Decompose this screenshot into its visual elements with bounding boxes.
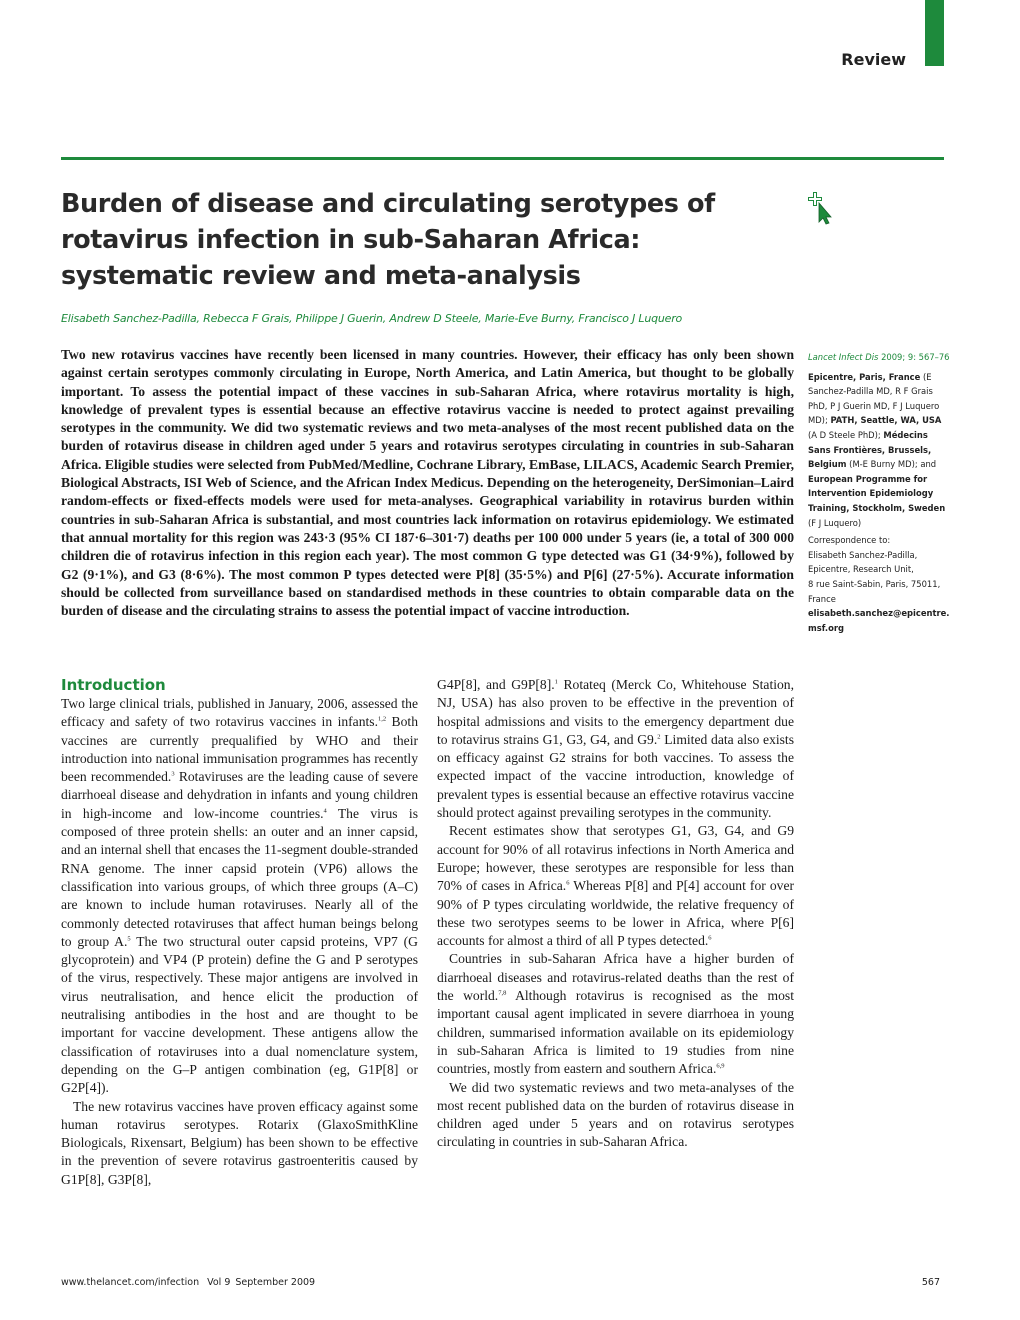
paragraph: Two large clinical trials, published in January, 2006, assessed the efficacy and safety of two rotavirus vaccines in infants.$^{1,2}$ Both vaccines are currently prequalified by WHO and their introduction into national immunisation programmes has recently been recommended.$^3$ Rotaviruses are the leading cause of severe diarrhoeal disease and dehydration in infants and young children in high-income and low-income countries.$^4$ The virus is composed of three protein shells: an outer and an inner capsid, and an internal shell that encases the 11-segment double-stranded RNA genome. The inner capsid protein (VP6) allows the classification into various groups, of which three groups (A–C) are known to include human rotaviruses. Nearly all of the commonly detected rotaviruses that affect human beings belong to group A.$^5$ The two structural outer capsid proteins, VP7 (G glycoprotein) and VP4 (P protein) define the G and P serotypes of the virus, respectively. These major antigens are involved in virus neutralisation, and hence elicit the production of neutralising antibodies in the host and are thought to be important for vaccine development. These antigens allow the classification of rotaviruses into a dual nomenclature system, depending on the G–P antigen combination (eg, G1P[8] or G2P[4]). [61,696,418,1096]
footer [61,1277,315,1288]
section-color-tab [925,0,944,66]
paragraph: We did two systematic reviews and two meta-analyses of the most recent published data on the burden of rotavirus disease in children aged under 5 years and on rotavirus serotypes circulating in countries in sub-Saharan Africa. [437,1079,794,1150]
affiliation-org: Epicentre, Paris, France [808,371,921,382]
affiliation-org: European Programme for Intervention Epidemiology Training, Stockholm, Sweden [808,473,946,513]
correspondence-name: Elisabeth Sanchez-Padilla, [808,549,918,560]
citation [808,350,950,365]
crossmark-icon[interactable] [806,191,834,225]
page-number: 567 [921,1277,940,1288]
affiliation-people: (E Sanchez-Padilla MD, R F Grais PhD, P J Guerin MD, F J Luquero MD); [808,371,940,426]
reference-link[interactable]: 6,9 [716,1062,725,1070]
affiliation-conjunction: and [920,459,937,470]
article-title: Burden of disease and circulating serotypes of rotavirus infection in sub-Saharan Africa: systematic review and meta-analysis [61,189,715,291]
abstract: Two new rotavirus vaccines have recently been licensed in many countries. However, their efficacy has only been shown against certain serotypes commonly circulating in Europe, North America, and Latin America, but thought to be globally important. To assess the potential impact of these vaccines in sub-Saharan Africa, where rotavirus mortality is high, knowledge of prevalent types is essential because an effective rotavirus vaccine is needed to protect against prevailing serotypes in the community. We did two systematic reviews and two meta-analyses of the most recent published data on the burden of rotavirus disease in children aged under 5 years and rotavirus serotypes circulating in countries in sub-Saharan Africa. Eligible studies were selected from PubMed/Medline, Cochrane Library, EmBase, LILACS, Academic Search Premier, Biological Abstracts, ISI Web of Science, and the African Index Medicus. Depending on the heterogeneity, DerSimonian–Laird random-effects or fixed-effects models were used for meta-analyses. Geographical variability in rotavirus burden within countries in sub-Saharan Africa is substantial, and most countries lack information on rotavirus epidemiology. We estimated that annual mortality for this region was 243·3 (95% CI 187·6–301·7) deaths per 100 000 under 5 years (ie, a total of 300 000 children die of rotavirus infection in this region each year). The most common G type detected was G1 (34·9%), followed by G2 (9·1%), and G3 (8·6%). The most common P types detected were P[8] (35·5%) and P[6] (27·5%). Accurate information should be collected from surveillance based on standardised methods in these countries to obtain comparable data on the burden of disease and the circulating strains to assess the potential impact of vaccine introduction. [61,347,794,619]
paragraph: Recent estimates show that serotypes G1, G3, G4, and G9 account for 90% of all rotavirus infections in North America and Europe; however, these serotypes are responsible for less than 70% of cases in Africa.$^6$ Whereas P[8] and P[4] account for over 90% of P types circulating worldwide, the relative frequency of these two serotypes seems to be lower in Africa, where P[6] accounts for almost a third of all P types detected.$^6$ [437,823,795,949]
body-column-left [61,676,418,1189]
citation-journal: Lancet Infect Dis [808,352,879,362]
correspondence-label: Correspondence to: [808,535,891,546]
reference-link[interactable]: 3 [171,770,175,778]
correspondence [808,533,950,635]
affiliation-org: Médecins Sans Frontières, Brussels, Belgium [808,429,932,470]
reference-link[interactable]: 5 [127,935,131,943]
body-column-right [437,676,794,1152]
correspondence-org: Epicentre, Research Unit, [808,564,914,575]
header-rule [61,157,944,160]
citation-volume: 2009; 9: 567–76 [881,352,950,362]
reference-link[interactable]: 1,2 [377,715,387,723]
affiliation-people: (F J Luquero) [808,517,862,528]
reference-link[interactable]: 6 [708,934,712,942]
sidebar-info [808,350,950,635]
reference-link[interactable]: 4 [323,807,327,815]
paragraph: Countries in sub-Saharan Africa have a higher burden of diarrhoeal diseases and rotavirus-related deaths than the rest of the world.$^{7,8}$ Although rotavirus is recognised as the most important causal agent implicated in severe diarrhoea in young children, summarised information available on its epidemiology in sub-Saharan Africa is limited to 19 studies from nine countries, mostly from eastern and southern Africa.$^{6,9}$ [437,951,794,1077]
reference-link[interactable]: 2 [657,733,661,741]
paragraph: G4P[8], and G9P[8].$^1$ Rotateq (Merck Co, Whitehouse Station, NJ, USA) has also proven to be effective in the prevention of hospital admissions and visits to the emergency department due to rotavirus strains G1, G3, G4, and G9.$^2$ Limited data also exists on efficacy against G2 strains for both vaccines. To assess the expected impact of the vaccine introduction, knowledge of prevalent types is essential because an effective rotavirus vaccine should protect against prevailing serotypes in the community. [437,677,794,821]
journal-url[interactable]: www.thelancet.com/infection [61,1277,200,1288]
affiliation-people: (M-E Burny MD); [849,459,918,470]
section-heading-introduction: Introduction [61,676,166,694]
author-list: Elisabeth Sanchez-Padilla, Rebecca F Grais, Philippe J Guerin, Andrew D Steele, Marie-Eve Burny, Francisco J Luquero [61,312,683,325]
issue-date: September 2009 [235,1277,316,1288]
reference-link[interactable]: 1 [554,678,558,686]
reference-link[interactable]: 7,8 [498,989,507,997]
correspondence-country: France [808,593,836,604]
affiliation-org: PATH, Seattle, WA, USA [830,415,942,426]
section-label: Review [841,50,906,69]
correspondence-address: 8 rue Saint-Sabin, Paris, 75011, [808,578,941,589]
affiliations [808,370,950,531]
correspondence-email[interactable]: elisabeth.sanchez@epicentre.msf.org [808,608,950,633]
reference-link[interactable]: 6 [566,879,570,887]
volume: Vol 9 [207,1277,231,1288]
paragraph: The new rotavirus vaccines have proven efficacy against some human rotavirus serotypes. Rotarix (GlaxoSmithKline Biologicals, Rixensart, Belgium) has been shown to be effective in the prevention of severe rotavirus gastroenteritis caused by G1P[8], G3P[8], [61,1098,418,1187]
affiliation-people: (A D Steele PhD); [808,429,881,440]
